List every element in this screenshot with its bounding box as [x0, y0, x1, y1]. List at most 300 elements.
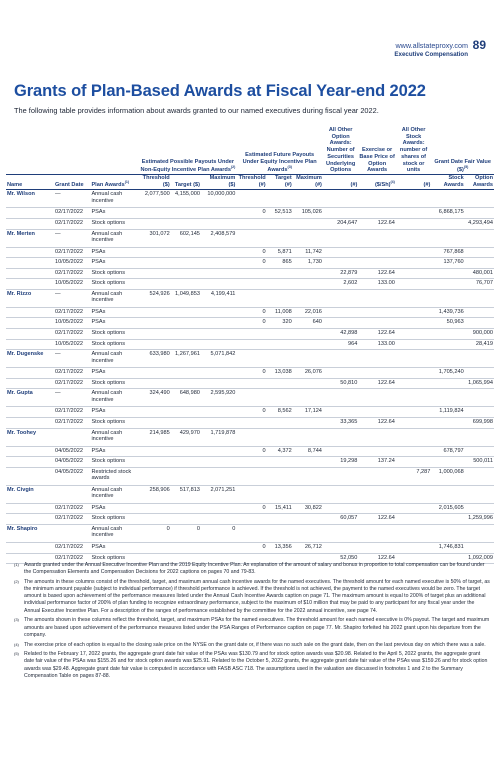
cell-option: 1,065,994 [465, 378, 494, 389]
cell-stock [431, 378, 464, 389]
cell-tgt-d [171, 467, 201, 485]
table-row [6, 218, 494, 229]
cell-tgt-n [267, 268, 293, 279]
col-name: Name [6, 174, 54, 189]
cell-stock [431, 229, 464, 247]
header-url[interactable]: www.allstateproxy.com [395, 41, 468, 50]
cell-stock: 1,119,824 [431, 407, 464, 418]
cell-date: 02/17/2022 [54, 268, 90, 279]
cell-units [396, 339, 431, 350]
cell-stock: 50,963 [431, 318, 464, 329]
cell-option: 699,998 [465, 418, 494, 429]
cell-max-n [293, 218, 323, 229]
cell-date: — [54, 229, 90, 247]
cell-units [396, 389, 431, 407]
cell-units [396, 268, 431, 279]
cell-stock: 1,705,240 [431, 368, 464, 379]
cell-opt [323, 407, 358, 418]
cell-stock [431, 389, 464, 407]
cell-opt [323, 318, 358, 329]
cell-thr-n [236, 339, 266, 350]
cell-ex: 122.64 [358, 378, 396, 389]
cell-name [6, 418, 54, 429]
cell-opt: 50,810 [323, 378, 358, 389]
cell-max-d: 2,595,920 [201, 389, 236, 407]
cell-tgt-d [171, 329, 201, 340]
cell-thr-d: 258,906 [139, 485, 170, 503]
cell-option [465, 190, 494, 208]
cell-tgt-n [267, 279, 293, 290]
cell-max-d [201, 368, 236, 379]
col-options-count: (#) [323, 174, 358, 189]
cell-thr-n: 0 [236, 368, 266, 379]
cell-tgt-n: 11,008 [267, 307, 293, 318]
cell-date: 10/05/2022 [54, 339, 90, 350]
cell-opt [323, 543, 358, 554]
col-stock-awards: Stock Awards [431, 174, 464, 189]
cell-option [465, 428, 494, 446]
cell-plan: Stock options [90, 514, 139, 525]
cell-ex [358, 467, 396, 485]
cell-date: 02/17/2022 [54, 368, 90, 379]
cell-max-d: 1,719,878 [201, 428, 236, 446]
cell-stock [431, 218, 464, 229]
table-row [6, 268, 494, 279]
cell-thr-n [236, 485, 266, 503]
cell-max-n: 17,124 [293, 407, 323, 418]
col-option-awards: Option Awards [465, 174, 494, 189]
cell-max-n: 11,742 [293, 247, 323, 258]
cell-stock [431, 289, 464, 307]
cell-max-d [201, 329, 236, 340]
cell-tgt-n [267, 467, 293, 485]
cell-units [396, 446, 431, 457]
cell-opt [323, 208, 358, 219]
cell-tgt-d [171, 368, 201, 379]
cell-thr-n [236, 229, 266, 247]
cell-tgt-n [267, 350, 293, 368]
table-row [6, 279, 494, 290]
cell-max-d [201, 503, 236, 514]
cell-tgt-d [171, 339, 201, 350]
cell-thr-n [236, 329, 266, 340]
cell-thr-d [139, 457, 170, 468]
cell-thr-d: 633,980 [139, 350, 170, 368]
cell-tgt-d [171, 407, 201, 418]
cell-ex [358, 368, 396, 379]
cell-stock: 6,868,175 [431, 208, 464, 219]
cell-name [6, 339, 54, 350]
cell-plan: PSAs [90, 318, 139, 329]
cell-tgt-n [267, 190, 293, 208]
cell-tgt-n [267, 339, 293, 350]
cell-date: 04/05/2022 [54, 467, 90, 485]
cell-opt [323, 503, 358, 514]
cell-tgt-n [267, 218, 293, 229]
cell-name [6, 446, 54, 457]
cell-thr-n [236, 218, 266, 229]
cell-thr-d [139, 279, 170, 290]
cell-stock [431, 279, 464, 290]
cell-units [396, 318, 431, 329]
cell-tgt-n: 5,871 [267, 247, 293, 258]
cell-max-n [293, 428, 323, 446]
cell-max-d: 10,000,000 [201, 190, 236, 208]
cell-thr-d: 0 [139, 525, 170, 543]
footnote-text: Awards granted under the Annual Executive Incentive Plan and the 2019 Equity Incentive Plan. An explanation of the amount of salary and bonus in proportion to total compensation can be found under the Compensation Elements and Compensation Decisions for 2022 captions on pages 70 and 79-83. [24, 562, 485, 576]
cell-option [465, 318, 494, 329]
cell-thr-n: 0 [236, 407, 266, 418]
table-row [6, 229, 494, 247]
footnote-text: Related to the February 17, 2022 grants, the aggregate grant date fair value of the PSAs was $130.79 and for stock option awards was $20.98. Related to the April 5, 2022 grants, the aggregate grant date fair value of the PSAs was $155.26 and for stock option awards was $25.91. Related to the October 5, 2022 grants, the aggregate grant date fair value of the PSAs was $159.26 and for stock option awards was $29.48. Aggregate grant date fair value is computed in accordance with FASB ASC 718. The assumptions used in the valuation are discussed in footnotes 1 and 2 to the Summary Compensation Table on pages 87-88. [24, 651, 488, 679]
cell-ex [358, 307, 396, 318]
cell-ex [358, 543, 396, 554]
col-threshold-dollars: Threshold ($) [139, 174, 170, 189]
cell-opt: 42,898 [323, 329, 358, 340]
cell-name [6, 279, 54, 290]
cell-units [396, 190, 431, 208]
cell-max-n [293, 389, 323, 407]
cell-name [6, 208, 54, 219]
cell-tgt-n [267, 457, 293, 468]
cell-max-n [293, 190, 323, 208]
cell-opt: 2,602 [323, 279, 358, 290]
cell-date: 02/17/2022 [54, 553, 90, 564]
cell-ex [358, 258, 396, 269]
cell-units [396, 485, 431, 503]
cell-stock [431, 457, 464, 468]
cell-date: — [54, 389, 90, 407]
page-header [394, 41, 468, 58]
cell-tgt-d: 1,049,853 [171, 289, 201, 307]
cell-date: 04/05/2022 [54, 446, 90, 457]
cell-units [396, 307, 431, 318]
cell-ex [358, 190, 396, 208]
footnote-number: (5) [14, 651, 19, 657]
footnote [14, 642, 490, 649]
cell-ex [358, 208, 396, 219]
cell-tgt-d [171, 318, 201, 329]
cell-date: — [54, 289, 90, 307]
cell-stock: 1,746,831 [431, 543, 464, 554]
cell-opt: 19,298 [323, 457, 358, 468]
footnotes [14, 562, 490, 683]
cell-name: Mr. Gupta [6, 389, 54, 407]
cell-thr-d [139, 368, 170, 379]
cell-thr-d [139, 268, 170, 279]
cell-plan: PSAs [90, 258, 139, 269]
cell-ex [358, 485, 396, 503]
footnote-number: (1) [14, 562, 19, 567]
cell-thr-n [236, 279, 266, 290]
cell-opt [323, 428, 358, 446]
footnote-text: The exercise price of each option is equal to the closing sale price on the NYSE on the grant date or, if there was no such sale on the grant date, then on the last previous day on which there was a sale. [24, 641, 486, 648]
col-target-dollars: Target ($) [171, 174, 201, 189]
intro-text: The following table provides information about awards granted to our named executives during fiscal year 2022. [14, 106, 379, 115]
cell-tgt-d: 602,145 [171, 229, 201, 247]
cell-option [465, 368, 494, 379]
cell-max-n [293, 485, 323, 503]
cell-ex [358, 389, 396, 407]
cell-thr-d [139, 218, 170, 229]
cell-plan: Annual cash incentive [90, 190, 139, 208]
cell-thr-n: 0 [236, 318, 266, 329]
cell-name: Mr. Shapiro [6, 525, 54, 543]
cell-units [396, 503, 431, 514]
cell-tgt-n: 4,372 [267, 446, 293, 457]
cell-ex: 122.64 [358, 268, 396, 279]
cell-stock [431, 339, 464, 350]
cell-max-n: 22,016 [293, 307, 323, 318]
cell-thr-d [139, 407, 170, 418]
cell-plan: Stock options [90, 329, 139, 340]
cell-ex: 122.64 [358, 329, 396, 340]
cell-thr-d [139, 503, 170, 514]
cell-plan: PSAs [90, 368, 139, 379]
cell-option: 28,419 [465, 339, 494, 350]
footnote-number: (3) [14, 617, 19, 623]
cell-tgt-d [171, 258, 201, 269]
table-row [6, 428, 494, 446]
cell-stock: 1,000,068 [431, 467, 464, 485]
cell-max-n [293, 229, 323, 247]
cell-max-d: 2,071,251 [201, 485, 236, 503]
cell-thr-n [236, 378, 266, 389]
cell-plan: PSAs [90, 307, 139, 318]
cell-units [396, 418, 431, 429]
footnote [14, 579, 490, 615]
cell-tgt-n [267, 378, 293, 389]
cell-opt [323, 389, 358, 407]
cell-max-n [293, 289, 323, 307]
cell-ex [358, 503, 396, 514]
cell-ex [358, 229, 396, 247]
cell-option [465, 289, 494, 307]
cell-units [396, 543, 431, 554]
cell-option: 76,707 [465, 279, 494, 290]
cell-date: 02/17/2022 [54, 418, 90, 429]
cell-stock: 678,797 [431, 446, 464, 457]
cell-ex [358, 247, 396, 258]
cell-option [465, 503, 494, 514]
cell-thr-d [139, 307, 170, 318]
cell-option: 4,293,494 [465, 218, 494, 229]
cell-units [396, 350, 431, 368]
cell-option [465, 525, 494, 543]
cell-max-d [201, 543, 236, 554]
cell-tgt-n [267, 418, 293, 429]
cell-tgt-d: 1,267,961 [171, 350, 201, 368]
footnote [14, 651, 490, 680]
cell-option [465, 229, 494, 247]
table-row [6, 247, 494, 258]
cell-tgt-d [171, 268, 201, 279]
table-row [6, 378, 494, 389]
cell-name [6, 378, 54, 389]
cell-tgt-d [171, 457, 201, 468]
cell-date: 02/17/2022 [54, 407, 90, 418]
cell-opt: 964 [323, 339, 358, 350]
table-row [6, 190, 494, 208]
cell-tgt-d [171, 307, 201, 318]
cell-date: 02/17/2022 [54, 543, 90, 554]
cell-option [465, 307, 494, 318]
cell-stock [431, 428, 464, 446]
cell-option: 500,011 [465, 457, 494, 468]
cell-thr-d: 301,072 [139, 229, 170, 247]
cell-units [396, 229, 431, 247]
cell-ex: 133.00 [358, 279, 396, 290]
cell-plan: Annual cash incentive [90, 389, 139, 407]
cell-tgt-n: 52,513 [267, 208, 293, 219]
cell-max-d [201, 407, 236, 418]
cell-thr-d [139, 543, 170, 554]
cell-max-d [201, 514, 236, 525]
cell-name: Mr. Toohey [6, 428, 54, 446]
cell-ex [358, 318, 396, 329]
table-row [6, 350, 494, 368]
cell-opt [323, 229, 358, 247]
cell-stock: 137,760 [431, 258, 464, 269]
cell-date: 02/17/2022 [54, 329, 90, 340]
cell-option [465, 208, 494, 219]
cell-thr-n [236, 289, 266, 307]
cell-tgt-d [171, 503, 201, 514]
table-row [6, 446, 494, 457]
cell-max-n: 105,026 [293, 208, 323, 219]
cell-tgt-n: 320 [267, 318, 293, 329]
cell-max-d [201, 279, 236, 290]
cell-name: Mr. Wilson [6, 190, 54, 208]
cell-tgt-d: 0 [171, 525, 201, 543]
cell-max-n [293, 418, 323, 429]
page-title: Grants of Plan-Based Awards at Fiscal Year-end 2022 [14, 82, 426, 100]
cell-tgt-n [267, 485, 293, 503]
cell-plan: Stock options [90, 457, 139, 468]
col-maximum-dollars: Maximum ($) [201, 174, 236, 189]
cell-thr-d [139, 318, 170, 329]
cell-date: 02/17/2022 [54, 503, 90, 514]
footnote-number: (2) [14, 578, 19, 584]
cell-plan: Annual cash incentive [90, 525, 139, 543]
cell-units [396, 368, 431, 379]
table-row [6, 457, 494, 468]
cell-tgt-n [267, 428, 293, 446]
cell-tgt-n [267, 525, 293, 543]
col-grant-date: Grant Date [54, 174, 90, 189]
cell-ex: 122.64 [358, 553, 396, 564]
cell-plan: PSAs [90, 407, 139, 418]
cell-name: Mr. Rizzo [6, 289, 54, 307]
cell-max-d [201, 307, 236, 318]
cell-opt [323, 350, 358, 368]
cell-stock [431, 329, 464, 340]
cell-opt [323, 467, 358, 485]
cell-plan: PSAs [90, 503, 139, 514]
cell-date [54, 525, 90, 543]
cell-ex: 122.64 [358, 218, 396, 229]
cell-opt [323, 289, 358, 307]
cell-date [54, 428, 90, 446]
cell-thr-d [139, 208, 170, 219]
cell-tgt-d [171, 543, 201, 554]
col-plan-awards: Plan Awards$^{(1)}$ [90, 174, 139, 189]
cell-name: Mr. Dugenske [6, 350, 54, 368]
cell-units [396, 329, 431, 340]
cell-thr-d [139, 339, 170, 350]
cell-stock [431, 485, 464, 503]
cell-thr-n: 0 [236, 307, 266, 318]
cell-tgt-n [267, 229, 293, 247]
cell-max-n: 26,712 [293, 543, 323, 554]
cell-option [465, 350, 494, 368]
cell-tgt-d [171, 279, 201, 290]
cell-option [465, 467, 494, 485]
cell-max-d: 5,071,842 [201, 350, 236, 368]
cell-date: 02/17/2022 [54, 218, 90, 229]
cell-tgt-d [171, 208, 201, 219]
col-threshold-count: Threshold (#) [236, 174, 266, 189]
cell-opt: 33,365 [323, 418, 358, 429]
cell-thr-d [139, 247, 170, 258]
cell-plan: Annual cash incentive [90, 350, 139, 368]
cell-thr-n [236, 525, 266, 543]
cell-thr-n [236, 514, 266, 525]
table-row [6, 407, 494, 418]
cell-max-d [201, 268, 236, 279]
cell-max-d [201, 339, 236, 350]
cell-date: 10/05/2022 [54, 258, 90, 269]
cell-opt [323, 307, 358, 318]
cell-max-d [201, 378, 236, 389]
cell-plan: Stock options [90, 418, 139, 429]
col-target-count: Target (#) [267, 174, 293, 189]
header-equity: Estimated Future Payouts Under Equity Incentive Plan Awards$^{(3)}$ [236, 127, 323, 174]
table-body [6, 190, 494, 564]
table-row [6, 258, 494, 269]
cell-thr-n [236, 389, 266, 407]
cell-stock [431, 514, 464, 525]
cell-thr-n: 0 [236, 247, 266, 258]
cell-units [396, 279, 431, 290]
cell-stock: 2,015,605 [431, 503, 464, 514]
cell-ex [358, 525, 396, 543]
cell-stock [431, 525, 464, 543]
cell-thr-n [236, 268, 266, 279]
table-row [6, 467, 494, 485]
cell-max-d: 4,199,411 [201, 289, 236, 307]
cell-option [465, 446, 494, 457]
cell-tgt-d: 517,813 [171, 485, 201, 503]
cell-tgt-n: 13,356 [267, 543, 293, 554]
cell-stock [431, 350, 464, 368]
cell-max-d [201, 467, 236, 485]
cell-option [465, 485, 494, 503]
cell-ex [358, 289, 396, 307]
cell-date: — [54, 190, 90, 208]
cell-ex: 137.24 [358, 457, 396, 468]
cell-opt: 204,647 [323, 218, 358, 229]
cell-thr-d [139, 514, 170, 525]
cell-opt [323, 525, 358, 543]
cell-max-d [201, 418, 236, 429]
table-row [6, 543, 494, 554]
cell-name [6, 258, 54, 269]
cell-ex: 122.64 [358, 514, 396, 525]
cell-tgt-d [171, 378, 201, 389]
cell-name [6, 467, 54, 485]
cell-units [396, 218, 431, 229]
